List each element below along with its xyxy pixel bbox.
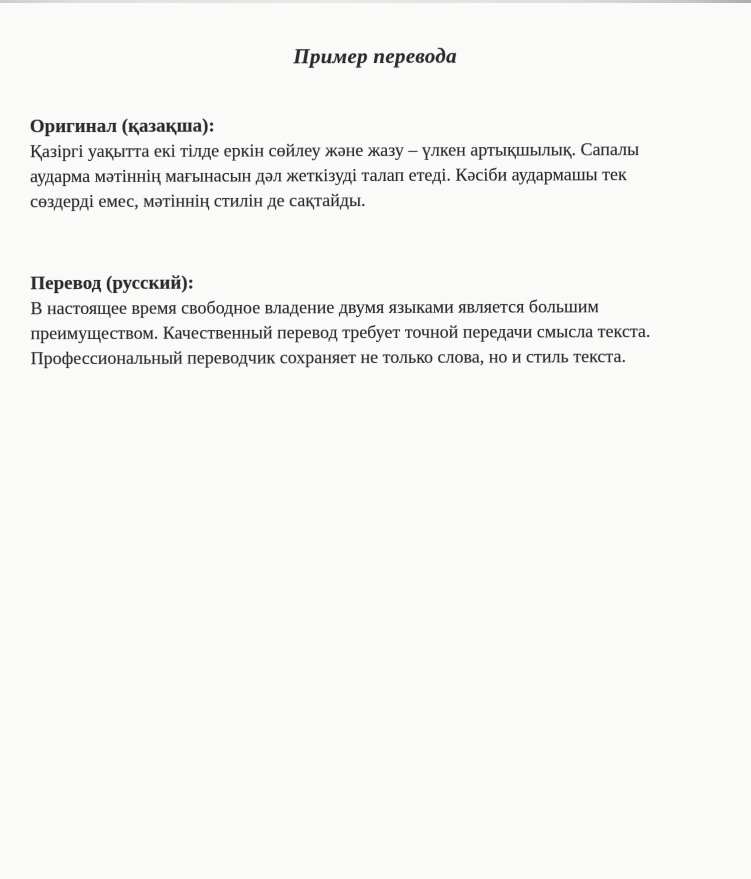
section-heading-translation: Перевод (русский):	[30, 272, 194, 295]
section-original-kazakh	[0, 113, 751, 215]
section-heading-original: Оригинал (қазақша):	[29, 115, 215, 138]
paragraph-line: преимуществом. Качественный перевод требует точной передачи смысла текста.	[30, 321, 651, 344]
paragraph-line: аударма мәтіннің мағынасын дәл жеткізуді талап етеді. Кәсіби аудармашы тек	[29, 164, 627, 187]
paragraph-line: сөздерді емес, мәтіннің стилін де сақтайды.	[30, 190, 366, 212]
paragraph-line: Қазіргі уақытта екі тілде еркін сөйлеу және жазу – үлкен артықшылық. Сапалы	[29, 139, 640, 162]
document-title: Пример перевода	[293, 43, 457, 69]
paragraph-line: В настоящее время свободное владение двумя языками является большим	[30, 296, 599, 319]
section-translation-russian	[0, 270, 751, 372]
paragraph-line: Профессиональный переводчик сохраняет не только слова, но и стиль текста.	[30, 346, 626, 369]
